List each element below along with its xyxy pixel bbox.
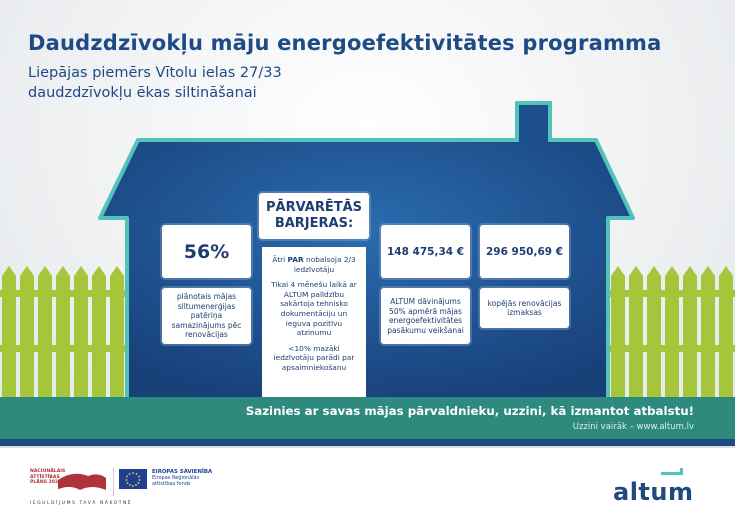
- cta-main-text: Sazinies ar savas mājas pārvaldnieku, uzzini, kā izmantot atbalstu!: [245, 404, 694, 418]
- left-fence: [0, 266, 125, 398]
- np-line-2: ATTĪSTĪBAS: [30, 474, 60, 480]
- eu-flag-icon: [119, 469, 147, 489]
- stat-3-value: 296 950,69 €: [480, 225, 569, 278]
- footer-logo-divider: [113, 468, 114, 496]
- national-plan-text: [30, 469, 65, 486]
- barrier-item-1-pre: Ātri: [272, 255, 288, 264]
- footer-divider: [0, 446, 735, 448]
- eu-text: [152, 469, 212, 487]
- np-line-3: PLĀNS 2020: [30, 480, 62, 486]
- right-fence: [608, 266, 735, 398]
- barrier-item-1-bold: PAR: [287, 255, 304, 264]
- barrier-item-2: Tikai 4 mēnešu laikā ar ALTUM palīdzību sakārtoja tehnisko dokumentāciju un ieguva pozitīvu atzinumu: [271, 280, 357, 338]
- barriers-heading: [259, 193, 369, 239]
- barriers-heading-line-2: BARJERAS:: [274, 216, 354, 231]
- barriers-heading-line-1: PĀRVARĒTĀS: [265, 200, 363, 215]
- subtitle-line-2: daudzdzīvokļu ēkas siltināšanai: [28, 85, 257, 101]
- navy-stripe: [0, 439, 735, 446]
- stat-3-description: kopējās renovācijas izmaksas: [480, 288, 569, 328]
- subtitle-line-1: Liepājas piemērs Vītolu ielas 27/33: [28, 65, 282, 81]
- barrier-item-3: <10% mazāki iedzīvotāju parādi par apsaimniekošanu: [273, 343, 355, 372]
- eu-title: EIROPAS SAVIENĪBA: [152, 469, 213, 475]
- stat-2-value: 148 475,34 €: [381, 225, 470, 278]
- altum-roof-icon: [661, 468, 691, 478]
- page-title: Daudzdzīvokļu māju energoefektivitātes programma: [28, 31, 662, 55]
- np-line-1: NACIONĀLAIS: [30, 469, 66, 474]
- barrier-item-1: [268, 255, 360, 274]
- stat-2-description: ALTUM dāvinājums 50% apmērā mājas energoefektivitātes pasākumu veikšanai: [381, 288, 470, 344]
- eu-line-2: attīstības fonds: [152, 481, 191, 487]
- stat-1-value: 56%: [162, 225, 251, 278]
- barriers-list: [262, 247, 366, 397]
- chimney-joint: [519, 136, 548, 144]
- eu-line-1: Eiropas Reģionālās: [152, 475, 200, 481]
- stat-1-description: plānotais mājas siltumenerģijas patēriņa samazinājums pēc renovācijas: [162, 288, 251, 344]
- altum-logo: altum: [613, 478, 694, 506]
- barrier-item-1-post: nobalsoja 2/3 iedzīvotāju: [293, 255, 356, 274]
- np-slogan: IEGULDĪJUMS TAVĀ NĀKOTNĒ: [30, 501, 133, 506]
- cta-link-text[interactable]: Uzzini vairāk – www.altum.lv: [572, 422, 694, 432]
